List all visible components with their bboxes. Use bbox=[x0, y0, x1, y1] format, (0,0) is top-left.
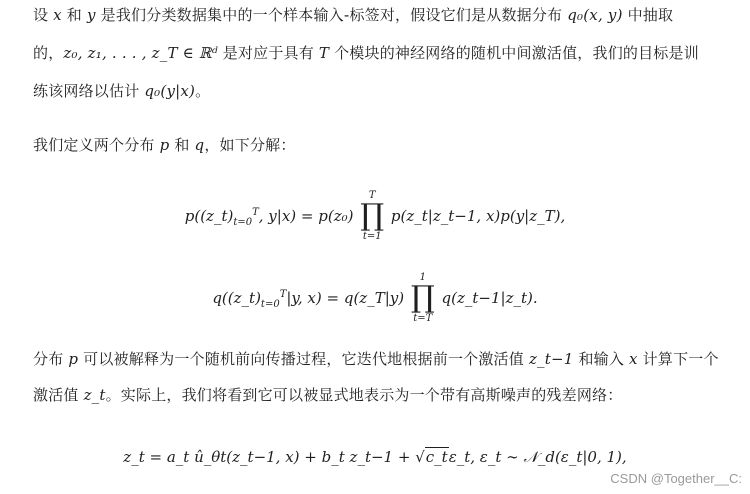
equation-residual-network: z_t = a_t û_θt(z_t−1, x) + b_t z_t−1 + √c_tε_t, ε_t ∼ 𝒩_d(ε_t|0, 1), bbox=[123, 448, 627, 466]
text-run: 是对应于具有 bbox=[217, 44, 319, 62]
paragraph-explanation bbox=[33, 341, 738, 413]
text-run: 和输入 bbox=[573, 350, 630, 368]
math-y: y bbox=[86, 6, 96, 24]
watermark: CSDN @Together__C: bbox=[610, 471, 742, 486]
math-p: p bbox=[159, 136, 170, 154]
text-run: 分布 bbox=[33, 350, 69, 368]
product-operator: 1 ∏ t=T bbox=[410, 272, 435, 324]
text-run: 是我们分类数据集中的一个样本输入-标签对，假设它们是从数据分布 bbox=[95, 6, 568, 24]
eq3-part-a: z_t = a_t û_θt(z_t−1, x) + b_t z_t−1 + bbox=[123, 448, 416, 466]
eq2-rhs: q(z_t−1|z_t). bbox=[441, 289, 538, 307]
text-run: ，如下分解： bbox=[204, 136, 296, 154]
equation-p-factorization bbox=[0, 190, 750, 242]
text-run: 的， bbox=[33, 44, 64, 62]
math-p: p bbox=[68, 350, 79, 368]
math-z-sequence: z₀, z₁, . . . , z_T ∈ ℝᵈ bbox=[63, 44, 218, 62]
text-run: 可以被解释为一个随机前向传播过程，它迭代地根据前一个激活值 bbox=[78, 350, 529, 368]
math-T: T bbox=[318, 44, 330, 62]
paragraph-define bbox=[33, 130, 738, 160]
eq1-lhs: $p((z\_t)_{t=0}^T$, y|x) = p(z₀) bbox=[184, 207, 354, 228]
product-operator: T ∏ t=1 bbox=[360, 190, 385, 242]
text-run: 和 bbox=[61, 6, 87, 24]
paragraph-intro bbox=[33, 0, 738, 106]
text-run: 个模块的神经网络的随机中间激活值，我们的目标是训 bbox=[329, 44, 699, 62]
text-run: 中抽取 bbox=[622, 6, 674, 24]
text-run: 我们定义两个分布 bbox=[33, 136, 160, 154]
intro-line-3 bbox=[33, 76, 738, 106]
math-z-t: z_t bbox=[83, 386, 106, 404]
math-q0-xy: q₀(x, y) bbox=[567, 6, 623, 24]
intro-line-2 bbox=[33, 38, 738, 68]
eq1-rhs: p(z_t|z_t−1, x)p(y|z_T), bbox=[390, 207, 566, 225]
text-run: 计算下一个 bbox=[637, 350, 719, 368]
equation-q-factorization bbox=[0, 272, 750, 324]
text-run: 。实际上，我们将看到它可以被显式地表示为一个带有高斯噪声的残差网络： bbox=[105, 386, 623, 404]
text-run: 。 bbox=[195, 82, 211, 100]
math-q: q bbox=[194, 136, 205, 154]
intro-line-1 bbox=[33, 0, 738, 30]
text-run: 激活值 bbox=[33, 386, 84, 404]
math-x: x bbox=[629, 350, 638, 368]
eq2-lhs: $q((z\_t)_{t=0}^T|y$, x) = q(z_T|y) bbox=[212, 289, 405, 310]
text-run: 练该网络以估计 bbox=[33, 82, 145, 100]
math-x: x bbox=[53, 6, 62, 24]
text-run: 和 bbox=[169, 136, 195, 154]
eq3-sqrt: c_t bbox=[425, 448, 448, 466]
math-q0-yx: q₀(y|x) bbox=[144, 82, 196, 100]
eq3-part-b: ε_t, ε_t ∼ 𝒩_d(ε_t|0, 1), bbox=[448, 448, 627, 466]
text-run: 设 bbox=[33, 6, 54, 24]
math-z-t-minus-1: z_t−1 bbox=[528, 350, 574, 368]
